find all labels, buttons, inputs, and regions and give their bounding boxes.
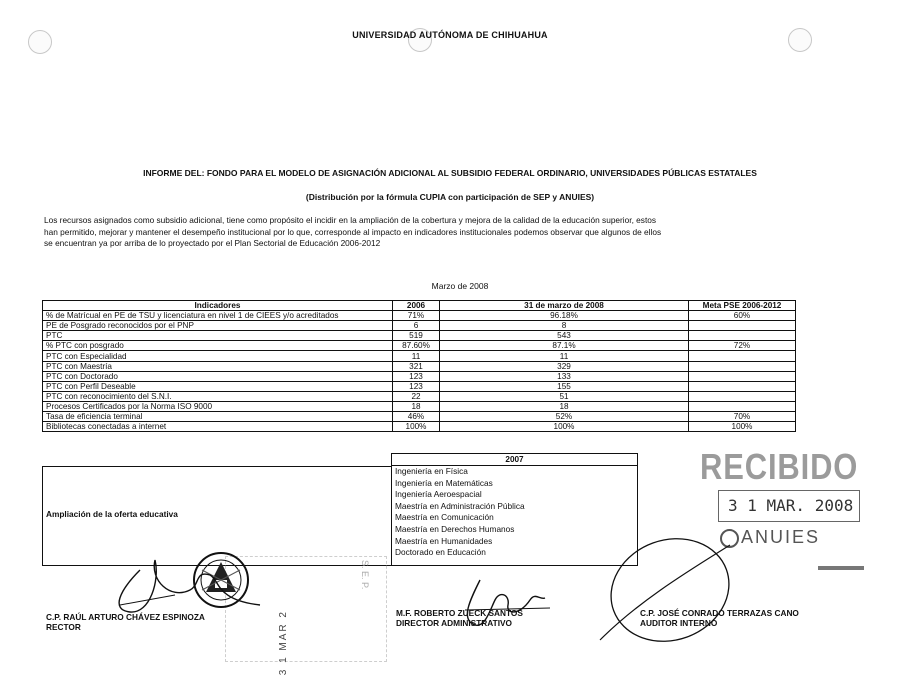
received-stamp-org-text: ANUIES [741,527,821,547]
auditor-signature-icon [580,530,750,660]
signature-auditor [640,608,799,628]
table-cell: 18 [393,401,440,411]
table-row [43,412,796,422]
table-cell: 18 [440,401,689,411]
table-cell: PTC [43,331,393,341]
table-cell: % de Matrícual en PE de TSU y licenciatura en nivel 1 de CIEES y/o acreditados [43,311,393,321]
intro-paragraph [44,215,764,250]
oferta-label: Ampliación de la oferta educativa [46,509,178,519]
university-header: UNIVERSIDAD AUTÓNOMA DE CHIHUAHUA [352,30,548,40]
table-cell: 11 [393,351,440,361]
table-cell: PE de Posgrado reconocidos por el PNP [43,321,393,331]
table-header-row [43,301,796,311]
table-cell: PTC con Especialidad [43,351,393,361]
table-cell: 519 [393,331,440,341]
table-cell: % PTC con posgrado [43,341,393,351]
table-cell: 100% [393,422,440,432]
table-cell: 133 [440,371,689,381]
table-row [43,341,796,351]
signature-director [396,608,523,628]
table-cell: 52% [440,412,689,422]
table-cell: 100% [440,422,689,432]
table-cell: Bibliotecas conectadas a internet [43,422,393,432]
table-cell [689,361,796,371]
table-cell: PTC con reconocimiento del S.N.I. [43,391,393,401]
table-cell: 543 [440,331,689,341]
intro-line: Los recursos asignados como subsidio adicional, tiene como propósito el incidir en la ampliación de la cobertura y mejora de la calidad de la educación superior, estos [44,215,657,225]
program-item: Maestría en Humanidades [395,535,493,546]
table-cell: 155 [440,381,689,391]
table-row [43,331,796,341]
program-item: Maestría en Comunicación [395,512,494,523]
indicators-table-body [43,311,796,432]
table-row [43,391,796,401]
program-item: Ingeniería Aeroespacial [395,489,482,500]
report-date: Marzo de 2008 [431,281,489,291]
program-item: Ingeniería en Matemáticas [395,477,493,488]
column-header: 31 de marzo de 2008 [440,301,689,311]
table-cell [689,401,796,411]
signer-role: AUDITOR INTERNO [640,618,718,628]
table-cell: 87.1% [440,341,689,351]
received-stamp-date: 3 1 MAR. 2008 [728,496,854,515]
table-row [43,321,796,331]
table-cell: 87.60% [393,341,440,351]
intro-line: se encuentran ya por arriba de lo proyectado por el Plan Sectorial de Educación 2006-2012 [44,238,381,248]
table-cell [689,351,796,361]
table-cell: 46% [393,412,440,422]
table-cell: 8 [440,321,689,331]
sep-stamp-text: S. E. P. [360,560,370,590]
received-stamp-word: RECIBIDO [700,446,859,487]
column-header: 2006 [393,301,440,311]
signer-role: DIRECTOR ADMINISTRATIVO [396,618,513,628]
column-header: Indicadores [43,301,393,311]
table-cell [689,321,796,331]
table-cell: 321 [393,361,440,371]
table-cell [689,371,796,381]
table-cell: 70% [689,412,796,422]
intro-line: han permitido, mejorar y mantener el desempeño institucional por lo que, corresponde al impacto en indicadores institucionales podemos observar que algunos de ellos [44,226,662,237]
program-item: Maestría en Administración Pública [395,500,525,511]
table-cell: Tasa de eficiencia terminal [43,412,393,422]
table-cell: 329 [440,361,689,371]
table-cell [689,331,796,341]
signer-name: M.F. ROBERTO ZUECK SANTOS [396,608,523,618]
table-cell: 123 [393,371,440,381]
table-cell: 96.18% [440,311,689,321]
program-item: Maestría en Derechos Humanos [395,523,515,534]
table-row [43,361,796,371]
table-cell [689,381,796,391]
table-cell: 123 [393,381,440,391]
table-cell: PTC con Perfil Deseable [43,381,393,391]
sep-stamp-date: 3 1 MAR 2 [278,610,289,676]
signature-rector [46,612,205,632]
signer-name: C.P. JOSÉ CONRADO TERRAZAS CANO [640,608,799,618]
stamp-mark [818,566,864,570]
table-row [43,401,796,411]
table-cell: 100% [689,422,796,432]
table-row [43,371,796,381]
table-row [43,311,796,321]
report-subtitle: (Distribución por la fórmula CUPIA con participación de SEP y ANUIES) [305,192,595,202]
signer-name: C.P. RAÚL ARTURO CHÁVEZ ESPINOZA [46,612,205,622]
table-cell: PTC con Maestría [43,361,393,371]
table-row [43,381,796,391]
table-row [43,422,796,432]
table-cell: PTC con Doctorado [43,371,393,381]
table-cell: Procesos Certificados por la Norma ISO 9000 [43,401,393,411]
table-cell: 6 [393,321,440,331]
indicators-table [42,300,796,432]
column-header: Meta PSE 2006-2012 [689,301,796,311]
table-cell: 60% [689,311,796,321]
table-row [43,351,796,361]
table-cell: 51 [440,391,689,401]
program-item: Doctorado en Educación [395,547,486,558]
table-cell: 11 [440,351,689,361]
table-cell [689,391,796,401]
signer-role: RECTOR [46,622,81,632]
director-signature-icon [440,570,570,640]
table-cell: 22 [393,391,440,401]
table-cell: 72% [689,341,796,351]
table-cell: 71% [393,311,440,321]
program-item: Ingeniería en Física [395,466,468,476]
oferta-year: 2007 [392,454,637,466]
report-title: INFORME DEL: FONDO PARA EL MODELO DE ASIGNACIÓN ADICIONAL AL SUBSIDIO FEDERAL ORDINARIO, UNIVERSIDADES PÚBLICAS ESTATALES [143,168,757,178]
